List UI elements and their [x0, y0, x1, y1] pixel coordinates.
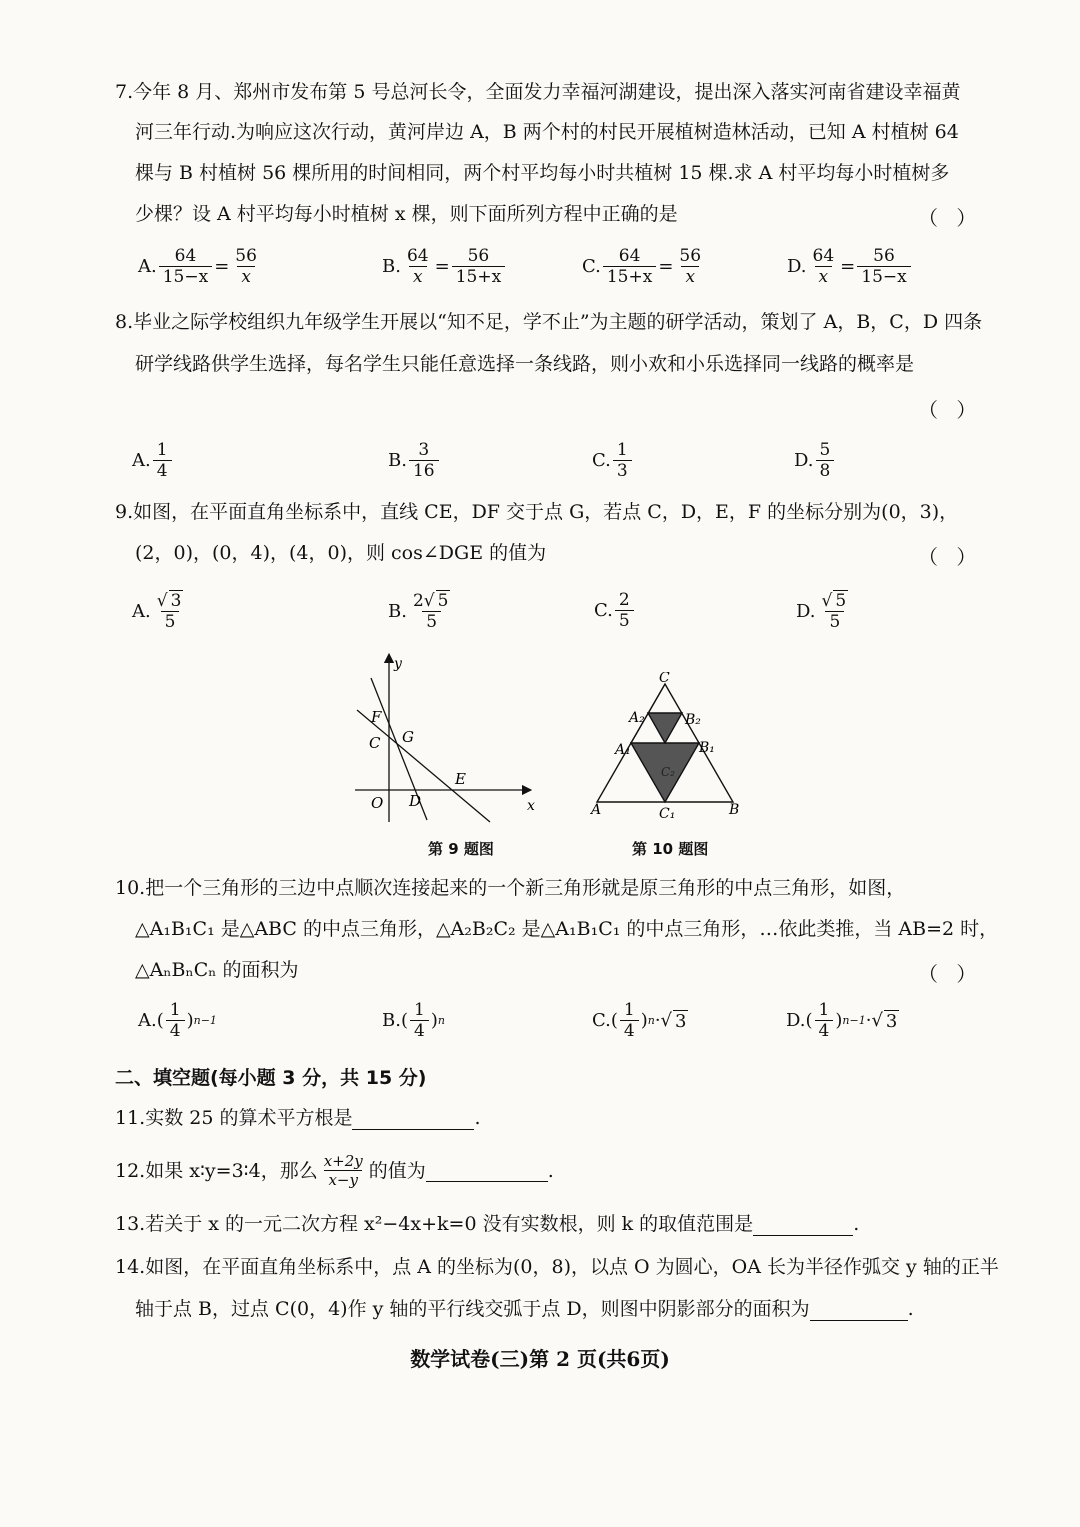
label-d: D [409, 792, 422, 810]
q9-answer-paren: （ ） [918, 545, 983, 569]
figure-10-caption: 第 10 题图 [632, 840, 709, 858]
triangle-a2b2c2 [648, 713, 682, 743]
q7-option-c[interactable]: C. $\frac{64}{15+x}$ = $\frac{56}{x}$ [582, 246, 702, 287]
label-o: O [371, 794, 384, 812]
q14-line-1: 14.如图，在平面直角坐标系中，点 A 的坐标为(0，8)，以点 O 为圆心，OA 长为半径作弧交 y 轴的正半 [115, 1256, 999, 1278]
q7-line-1: 7.今年 8 月、郑州市发布第 5 号总河长令，全面发力幸福河湖建设，提出深入落实河南省建设幸福黄 [115, 81, 961, 103]
q12: 12.如果 x∶y=3∶4，那么 $\frac{x+2y}{x-y}$ 的值为 . [115, 1152, 554, 1189]
q7-option-b[interactable]: B. $\frac{64}{x}$ = $\frac{56}{15+x}$ [382, 246, 507, 287]
q10-option-d[interactable]: D.( $\frac{1}{4}$ ) n−1 ·√ 3 [786, 1000, 898, 1041]
q9-option-c[interactable]: C. $\frac{2}{5}$ [594, 590, 636, 631]
section-2-heading: 二、填空题(每小题 3 分，共 15 分) [115, 1067, 427, 1089]
q8-line-1: 8.毕业之际学校组织九年级学生开展以“知不足，学不止”为主题的研学活动，策划了 A，B，C，D 四条 [115, 311, 983, 333]
q8-option-d[interactable]: D. $\frac{5}{8}$ [794, 440, 836, 481]
q10-line-2: △A₁B₁C₁ 是△ABC 的中点三角形，△A₂B₂C₂ 是△A₁B₁C₁ 的中点三角形，…依此类推，当 AB=2 时， [135, 918, 999, 940]
label-b1: B₁ [699, 740, 715, 756]
q11-answer-blank[interactable] [352, 1129, 474, 1130]
q9-line-2: (2，0)，(0，4)，(4，0)，则 cos∠DGE 的值为 [135, 542, 547, 564]
q13: 13.若关于 x 的一元二次方程 x²−4x+k=0 没有实数根，则 k 的取值范围是 . [115, 1213, 860, 1235]
q10-answer-paren: （ ） [918, 962, 983, 986]
label-a1: A₁ [615, 742, 631, 758]
label-b2: B₂ [685, 712, 701, 728]
q8-option-b[interactable]: B. $\frac{3}{16}$ [388, 440, 441, 481]
label-a: A [591, 802, 602, 818]
label-c2: C₂ [661, 765, 675, 779]
label-b: B [729, 802, 740, 818]
q10-option-a[interactable]: A.( $\frac{1}{4}$ ) n−1 [138, 1000, 217, 1041]
page-footer: 数学试卷(三)第 2 页(共6页) [410, 1347, 670, 1371]
q7-option-a[interactable]: A. $\frac{64}{15-x}$ = $\frac{56}{x}$ [138, 246, 257, 287]
q14-line-2: 轴于点 B，过点 C(0，4)作 y 轴的平行线交弧于点 D，则图中阴影部分的面积为 . [135, 1298, 914, 1320]
q8-line-2: 研学线路供学生选择，每名学生只能任意选择一条线路，则小欢和小乐选择同一线路的概率是 [135, 353, 915, 375]
q9-option-a[interactable]: A. $\frac{√ 3}{5}$ [132, 591, 182, 632]
q9-line-1: 9.如图，在平面直角坐标系中，直线 CE，DF 交于点 G，若点 C，D，E，F 的坐标分别为(0，3)， [115, 501, 959, 523]
q7-option-d[interactable]: D. $\frac{64}{x}$ = $\frac{56}{15-x}$ [787, 246, 913, 287]
q10-line-3: △AₙBₙCₙ 的面积为 [135, 959, 299, 981]
q14-answer-blank[interactable] [810, 1320, 908, 1321]
q7-line-2: 河三年行动.为响应这次行动，黄河岸边 A，B 两个村的村民开展植树造林活动，已知 A 村植树 64 [135, 121, 959, 143]
figure-10-triangles [585, 672, 755, 822]
q10-option-b[interactable]: B.( $\frac{1}{4}$ ) n [382, 1000, 445, 1041]
q10-option-c[interactable]: C.( $\frac{1}{4}$ ) n ·√ 3 [592, 1000, 687, 1041]
q12-answer-blank[interactable] [426, 1159, 548, 1182]
label-c1: C₁ [659, 806, 676, 822]
label-g: G [402, 728, 414, 746]
q11: 11.实数 25 的算术平方根是 . [115, 1107, 481, 1129]
q7-answer-paren: （ ） [918, 206, 983, 230]
q8-answer-paren: （ ） [918, 398, 983, 422]
q9-option-d[interactable]: D. $\frac{√ 5}{5}$ [796, 591, 847, 632]
figure-9-caption: 第 9 题图 [428, 840, 494, 858]
label-x: x [527, 798, 535, 814]
q10-line-1: 10.把一个三角形的三边中点顺次连接起来的一个新三角形就是原三角形的中点三角形，如图， [115, 877, 906, 899]
label-f: F [371, 708, 382, 726]
q8-option-a[interactable]: A. $\frac{1}{4}$ [132, 440, 174, 481]
label-c: C [659, 672, 670, 686]
label-a2: A₂ [629, 710, 645, 726]
label-y: y [394, 656, 402, 672]
q13-answer-blank[interactable] [753, 1235, 853, 1236]
figure-9-graph [345, 650, 545, 830]
q9-option-b[interactable]: B. $\frac{2√ 5}{5}$ [388, 591, 449, 632]
q8-option-c[interactable]: C. $\frac{1}{3}$ [592, 440, 634, 481]
q7-line-3: 棵与 B 村植树 56 棵所用的时间相同，两个村平均每小时共植树 15 棵.求 A 村平均每小时植树多 [135, 162, 950, 184]
q7-line-4: 少棵？设 A 村平均每小时植树 x 棵，则下面所列方程中正确的是 [135, 203, 678, 225]
label-e: E [455, 770, 466, 788]
label-c: C [369, 734, 381, 752]
